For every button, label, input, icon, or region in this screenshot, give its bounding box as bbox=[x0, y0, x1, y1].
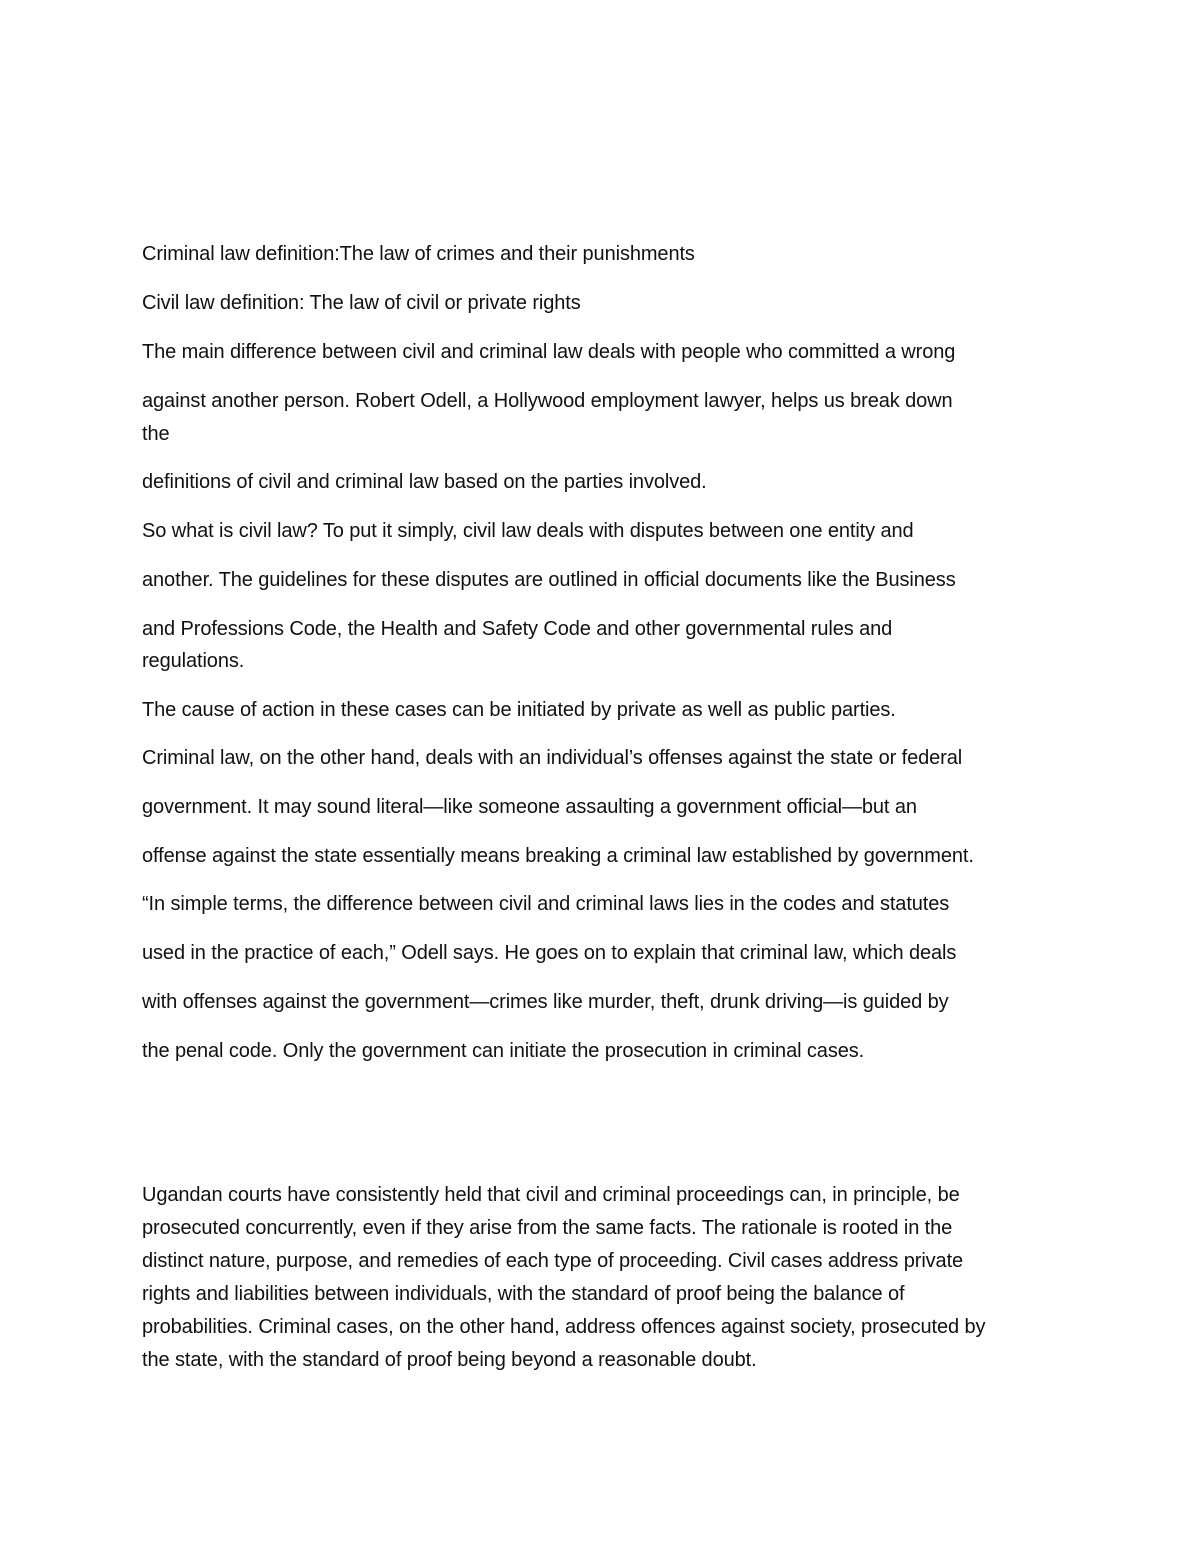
ugandan-courts-paragraph bbox=[142, 1179, 1062, 1377]
text-line: another. The guidelines for these disputes are outlined in official documents like the Business bbox=[142, 569, 956, 591]
paragraph-line: distinct nature, purpose, and remedies of each type of proceeding. Civil cases address private bbox=[142, 1250, 964, 1272]
text-line: Criminal law, on the other hand, deals with an individual’s offenses against the state or federal bbox=[142, 747, 963, 769]
text-line: definitions of civil and criminal law based on the parties involved. bbox=[142, 471, 707, 493]
text-line: offense against the state essentially means breaking a criminal law established by government. bbox=[142, 845, 974, 867]
text-line: with offenses against the government—crimes like murder, theft, drunk driving—is guided by bbox=[142, 991, 949, 1013]
text-line: the penal code. Only the government can initiate the prosecution in criminal cases. bbox=[142, 1040, 865, 1062]
text-line: government. It may sound literal—like someone assaulting a government official—but an bbox=[142, 796, 917, 818]
text-line: “In simple terms, the difference between civil and criminal laws lies in the codes and statutes bbox=[142, 893, 950, 915]
text-line: The main difference between civil and criminal law deals with people who committed a wrong bbox=[142, 341, 956, 363]
paragraph-line: probabilities. Criminal cases, on the other hand, address offences against society, prosecuted by bbox=[142, 1316, 986, 1338]
text-line: against another person. Robert Odell, a Hollywood employment lawyer, helps us break down bbox=[142, 390, 953, 412]
criminal-law-definition: Criminal law definition:The law of crimes and their punishments bbox=[142, 243, 695, 265]
text-line: used in the practice of each,” Odell says. He goes on to explain that criminal law, which deals bbox=[142, 942, 957, 964]
text-line: So what is civil law? To put it simply, civil law deals with disputes between one entity and bbox=[142, 520, 914, 542]
paragraph-line: rights and liabilities between individuals, with the standard of proof being the balance of bbox=[142, 1283, 905, 1305]
text-line: The cause of action in these cases can be initiated by private as well as public parties. bbox=[142, 699, 896, 721]
civil-law-definition: Civil law definition: The law of civil or private rights bbox=[142, 292, 581, 314]
text-line: the bbox=[142, 423, 170, 445]
paragraph-line: prosecuted concurrently, even if they arise from the same facts. The rationale is rooted in the bbox=[142, 1217, 953, 1239]
text-line: and Professions Code, the Health and Safety Code and other governmental rules and bbox=[142, 618, 893, 640]
paragraph-line: Ugandan courts have consistently held that civil and criminal proceedings can, in principle, be bbox=[142, 1184, 960, 1206]
paragraph-line: the state, with the standard of proof being beyond a reasonable doubt. bbox=[142, 1349, 757, 1371]
text-line: regulations. bbox=[142, 650, 245, 672]
